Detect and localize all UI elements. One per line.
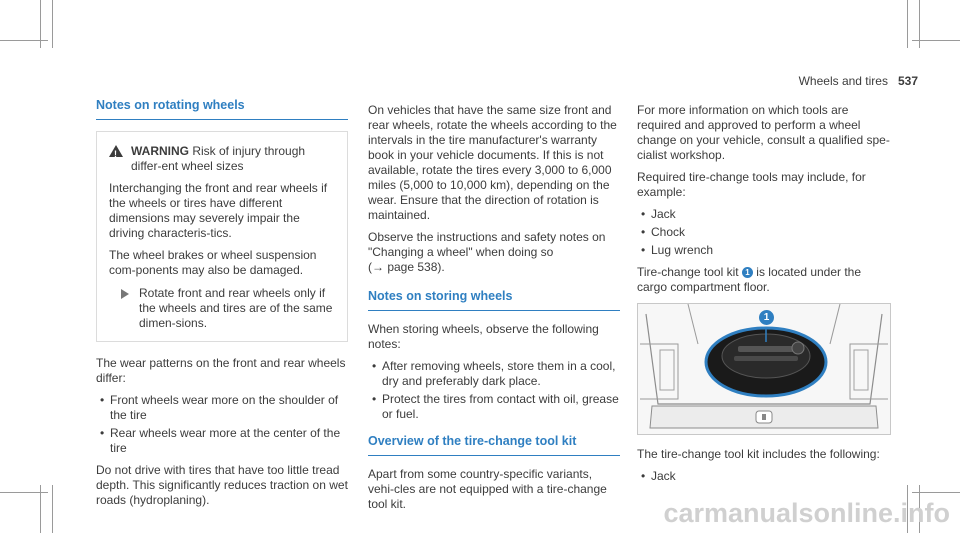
instruction-step bbox=[121, 286, 335, 331]
warning-box bbox=[96, 131, 348, 342]
bullet-list bbox=[96, 393, 348, 456]
page-reference-link[interactable]: (→ page 538). bbox=[368, 260, 445, 274]
paragraph-text: is located under the cargo compartment floor. bbox=[637, 265, 862, 294]
warning-icon: ! bbox=[109, 145, 123, 157]
list-item: • Front wheels wear more on the shoulder of the tire bbox=[96, 393, 348, 423]
crop-mark bbox=[52, 0, 53, 48]
watermark: carmanualsonline.info bbox=[663, 498, 950, 528]
running-header bbox=[799, 74, 918, 88]
column-1 bbox=[96, 98, 348, 515]
heading-rotating-wheels: Notes on rotating wheels bbox=[96, 98, 348, 120]
step-arrow-icon bbox=[121, 289, 129, 299]
list-item: • Chock bbox=[637, 225, 892, 240]
column-2 bbox=[368, 103, 620, 519]
paragraph-text: Observe the instructions and safety notes on "Changing a wheel" when doing so bbox=[368, 230, 606, 259]
crop-mark bbox=[52, 485, 53, 533]
crop-mark bbox=[0, 492, 48, 493]
crop-mark bbox=[907, 0, 908, 48]
column-3 bbox=[637, 103, 892, 491]
list-item: • Lug wrench bbox=[637, 243, 892, 258]
warning-label: WARNING bbox=[131, 144, 189, 158]
page-number: 537 bbox=[897, 74, 918, 88]
warning-title: Risk of injury through differ-ent wheel sizes bbox=[131, 144, 306, 173]
paragraph: Required tire-change tools may include, for example: bbox=[637, 170, 866, 199]
list-item: • Rear wheels wear more at the center of the tire bbox=[96, 426, 348, 456]
warning-paragraph: The wheel brakes or wheel suspension com-ponents may also be damaged. bbox=[109, 248, 317, 277]
heading-tool-kit-overview: Overview of the tire-change tool kit bbox=[368, 434, 620, 456]
crop-mark bbox=[912, 492, 960, 493]
bullet-list bbox=[368, 359, 620, 422]
paragraph: Do not drive with tires that have too little tread depth. This significantly reduces traction on wet roads (hydroplaning). bbox=[96, 463, 348, 507]
list-item: • Jack bbox=[637, 207, 892, 222]
cargo-floor-illustration bbox=[637, 303, 891, 435]
list-item: • After removing wheels, store them in a cool, dry and preferably dark place. bbox=[368, 359, 620, 389]
paragraph: On vehicles that have the same size front and rear wheels, rotate the wheels according to the intervals in the tire manufacturer's warranty book in your vehicle documents. If this is not available, rotate the tires every 3,000 to 6,000 miles (5,000 to 10,000 km), depending on the wear. Ensure that the direction of rotation is maintained. bbox=[368, 103, 617, 222]
paragraph: For more information on which tools are required and approved to perform a wheel change on your vehicle, consult a qualified spe-cialist workshop. bbox=[637, 103, 890, 162]
warning-paragraph: Interchanging the front and rear wheels if the wheels or tires have different dimensions may severely impair the driving characteris-tics. bbox=[109, 181, 328, 240]
warning-header bbox=[109, 144, 335, 174]
crop-mark bbox=[912, 40, 960, 41]
bullet-list bbox=[637, 207, 892, 258]
crop-mark bbox=[0, 40, 48, 41]
paragraph bbox=[637, 265, 892, 295]
heading-storing-wheels: Notes on storing wheels bbox=[368, 289, 620, 311]
list-item: • Jack bbox=[637, 469, 892, 484]
bullet-list bbox=[637, 469, 892, 484]
callout-badge: 1 bbox=[742, 267, 753, 278]
paragraph: The wear patterns on the front and rear wheels differ: bbox=[96, 356, 346, 385]
paragraph: Apart from some country-specific variants, vehi-cles are not equipped with a tire-change tool kit. bbox=[368, 467, 607, 511]
paragraph bbox=[368, 230, 620, 275]
list-item: • Protect the tires from contact with oil, grease or fuel. bbox=[368, 392, 620, 422]
section-title: Wheels and tires bbox=[798, 74, 888, 88]
figure-callout-badge: 1 bbox=[759, 310, 774, 325]
paragraph-text: Tire-change tool kit bbox=[637, 265, 739, 279]
paragraph: When storing wheels, observe the following notes: bbox=[368, 322, 599, 351]
instruction-text: Rotate front and rear wheels only if the wheels and tires are of the same dimen-sions. bbox=[139, 286, 333, 330]
paragraph: The tire-change tool kit includes the following: bbox=[637, 447, 880, 461]
